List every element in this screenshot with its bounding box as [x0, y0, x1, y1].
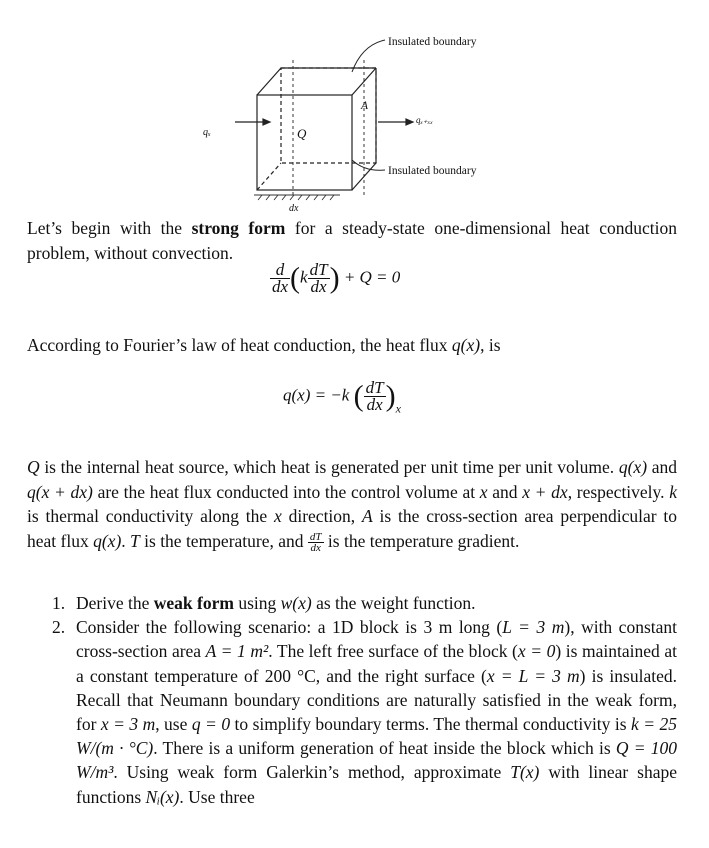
cube-front-face: [257, 95, 352, 190]
control-volume-figure: [0, 0, 709, 215]
equation-strong-form: $\frac{d}{dx}$ (k $\frac{dT}{dx}$ ) + Q = 0: [272, 260, 401, 296]
equation-fourier-law: q(x) = −k ( $\frac{dT}{dx}$ )$_x$: [283, 378, 401, 416]
label-heat-source-Q: Q: [297, 126, 307, 141]
cube-back-face: [281, 68, 376, 163]
label-insulated-top: Insulated boundary: [388, 36, 477, 48]
question-item-1: 1. Derive the weak form using w(x) as the weight function.: [52, 593, 476, 613]
question-item-2: 2. Consider the following scenario: a 1D block is 3 m long (L = 3 m), with constant cross-section area A = 1 m². The left free surface of the block (x = 0) is maintained at a constant temperature of 200 °C, and the right surface (x = L = 3 m) is insulated. Recall that Neumann boundary conditions are naturally satisfied in the weak form, for x = 3 m, use q = 0 to simplify boundary terms. The thermal conductivity is k = 25 W/(m · °C). There is a uniform generation of heat inside the block which is Q = 100 W/m³. Using weak form Galerkin’s method, approximate T(x) with linear shape functions Nᵢ(x). Use three: [52, 617, 678, 807]
label-flux-out: qₓ₊ₓₓ: [416, 115, 433, 125]
intro-paragraph: Let’s begin with the strong form for a steady-state one-dimensional heat conduction problem, without convection.: [27, 218, 677, 263]
label-dx: dx: [289, 203, 299, 214]
question-list: [52, 591, 677, 809]
fourier-paragraph: According to Fourier’s law of heat conduction, the heat flux q(x), is: [27, 335, 501, 355]
definitions-paragraph: Q is the internal heat source, which heat is generated per unit time per unit volume. q(x) and q(x + dx) are the heat flux conducted into the control volume at x and x + dx, respectively. k is thermal conductivity along the x direction, A is the cross-section area perpendicular to heat flux q(x). T is the temperature, and $\frac{dT}{dx}$ is the temperature gradient.: [27, 457, 678, 554]
label-area-A: A: [361, 100, 369, 112]
label-flux-in: qₓ: [203, 127, 211, 138]
label-insulated-bottom: Insulated boundary: [388, 165, 477, 177]
